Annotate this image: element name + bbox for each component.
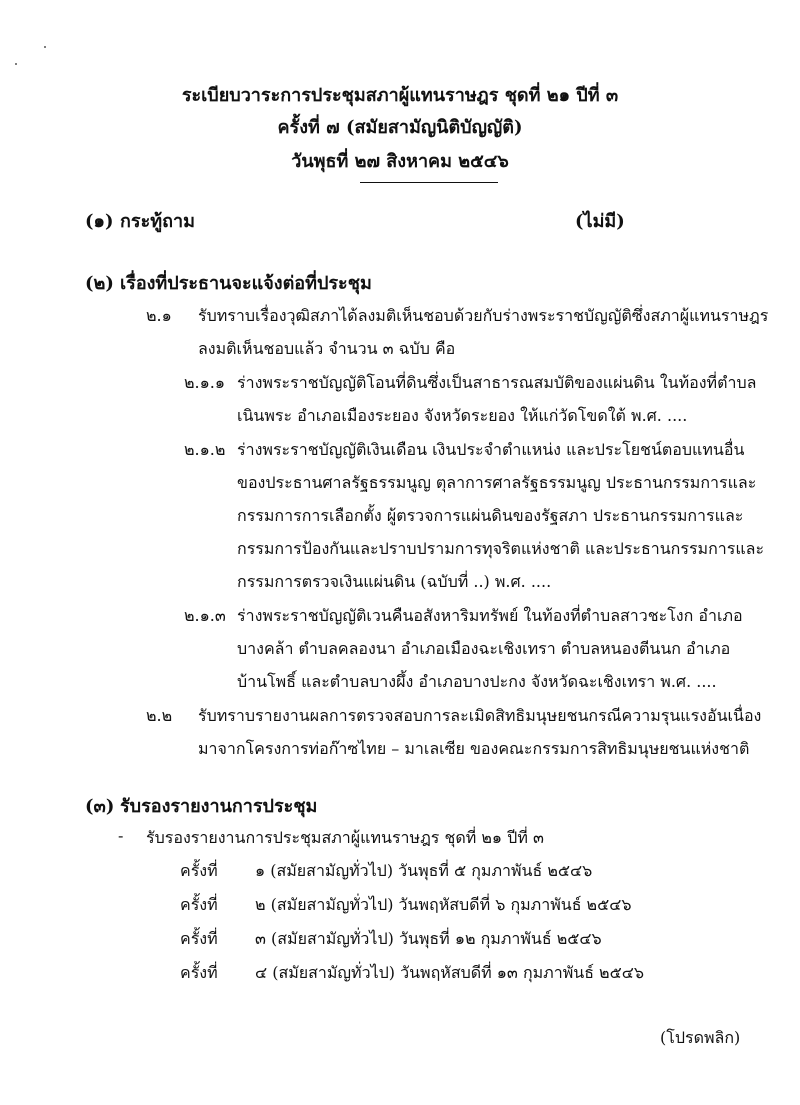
item-2-1-1-line: เนินพระ อำเภอเมืองระยอง จังหวัดระยอง ให้แก่วัดโขดใต้ พ.ศ. ....	[237, 406, 688, 425]
section-2-title: เรื่องที่ประธานจะแจ้งต่อที่ประชุม	[120, 273, 372, 294]
meeting-entry: ๓ (สมัยสามัญทั่วไป) วันพุธที่ ๑๒ กุมภาพันธ์ ๒๕๔๖	[255, 929, 602, 948]
section-3-number: (๓)	[85, 796, 115, 817]
item-2-1-1-line: ร่างพระราชบัญญัติโอนที่ดินซึ่งเป็นสาธารณสมบัติของแผ่นดิน ในท้องที่ตำบล	[237, 373, 757, 392]
item-2-1-3-number: ๒.๑.๓	[184, 606, 226, 625]
item-2-1-3-line: ร่างพระราชบัญญัติเวนคืนอสังหาริมทรัพย์ ในท้องที่ตำบลสาวชะโงก อำเภอ	[237, 606, 743, 625]
section-1-title: กระทู้ถาม	[120, 211, 195, 232]
header-divider	[360, 182, 498, 183]
meeting-entry: ๒ (สมัยสามัญทั่วไป) วันพฤหัสบดีที่ ๖ กุมภาพันธ์ ๒๕๔๖	[255, 895, 632, 914]
section-1-note: (ไม่มี)	[575, 211, 625, 232]
item-2-2-line: มาจากโครงการท่อก๊าซไทย – มาเลเซีย ของคณะกรรมการสิทธิมนุษยชนแห่งชาติ	[198, 739, 750, 758]
meeting-entry: ๑ (สมัยสามัญทั่วไป) วันพุธที่ ๕ กุมภาพันธ์ ๒๕๔๖	[255, 861, 593, 880]
item-2-1-3-line: บ้านโพธิ์ และตำบลบางผึ้ง อำเภอบางปะกง จังหวัดฉะเชิงเทรา พ.ศ. ....	[237, 672, 717, 691]
section-3-bullet: -	[118, 826, 124, 845]
meeting-entry: ๔ (สมัยสามัญทั่วไป) วันพฤหัสบดีที่ ๑๓ กุมภาพันธ์ ๒๕๔๖	[255, 963, 644, 982]
section-1-number: (๑)	[85, 211, 114, 232]
item-2-1-2-line: ของประธานศาลรัฐธรรมนูญ ตุลาการศาลรัฐธรรมนูญ ประธานกรรมการและ	[237, 473, 757, 492]
section-2-number: (๒)	[85, 273, 114, 294]
item-2-2-number: ๒.๒	[146, 706, 173, 725]
meeting-label: ครั้งที่	[180, 929, 218, 948]
agenda-date: วันพุธที่ ๒๗ สิงหาคม ๒๕๔๖	[291, 151, 509, 172]
item-2-1-2-line: กรรมการตรวจเงินแผ่นดิน (ฉบับที่ ..) พ.ศ. ....	[237, 572, 552, 591]
item-2-1-number: ๒.๑	[146, 306, 172, 325]
meeting-label: ครั้งที่	[180, 861, 218, 880]
item-2-1-line: รับทราบเรื่องวุฒิสภาได้ลงมติเห็นชอบด้วยกับร่างพระราชบัญญัติซึ่งสภาผู้แทนราษฎร	[198, 306, 769, 325]
item-2-1-3-line: บางคล้า ตำบลคลองนา อำเภอเมืองฉะเชิงเทรา ตำบลหนองตีนนก อำเภอ	[237, 639, 731, 658]
item-2-1-2-number: ๒.๑.๒	[184, 440, 226, 459]
scan-speck	[15, 63, 17, 65]
meeting-label: ครั้งที่	[180, 963, 218, 982]
item-2-1-1-number: ๒.๑.๑	[184, 373, 226, 392]
item-2-1-2-line: กรรมการป้องกันและปราบปรามการทุจริตแห่งชาติ และประธานกรรมการและ	[237, 539, 765, 558]
section-3-intro: รับรองรายงานการประชุมสภาผู้แทนราษฎร ชุดที่ ๒๑ ปีที่ ๓	[146, 828, 544, 847]
item-2-1-2-line: กรรมการการเลือกตั้ง ผู้ตรวจการแผ่นดินของรัฐสภา ประธานกรรมการและ	[237, 506, 744, 525]
section-3-title: รับรองรายงานการประชุม	[120, 796, 318, 817]
item-2-1-2-line: ร่างพระราชบัญญัติเงินเดือน เงินประจำตำแหน่ง และประโยชน์ตอบแทนอื่น	[237, 440, 745, 459]
item-2-1-line: ลงมติเห็นชอบแล้ว จำนวน ๓ ฉบับ คือ	[198, 339, 456, 358]
meeting-label: ครั้งที่	[180, 895, 218, 914]
scan-speck	[44, 46, 46, 48]
item-2-2-line: รับทราบรายงานผลการตรวจสอบการละเมิดสิทธิมนุษยชนกรณีความรุนแรงอันเนื่อง	[198, 706, 762, 725]
agenda-title: ระเบียบวาระการประชุมสภาผู้แทนราษฎร ชุดที่ ๒๑ ปีที่ ๓	[181, 85, 619, 106]
turn-over-note: (โปรดพลิก)	[660, 1028, 741, 1047]
agenda-session: ครั้งที่ ๗ (สมัยสามัญนิติบัญญัติ)	[277, 117, 523, 138]
